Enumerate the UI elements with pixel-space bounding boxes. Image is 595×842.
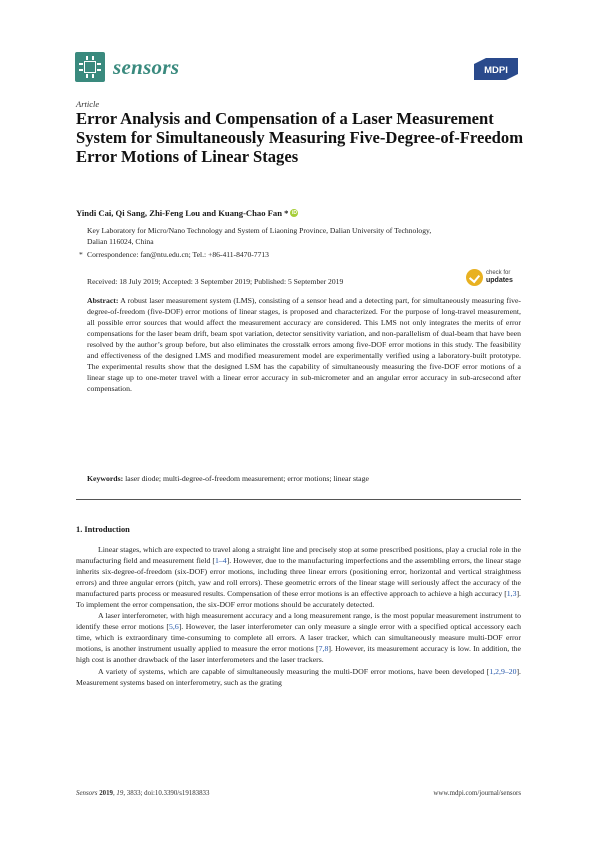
journal-logo[interactable]: [75, 52, 205, 82]
check-for-updates-button[interactable]: [466, 267, 522, 287]
citation-link[interactable]: 7,8: [318, 644, 329, 654]
introduction-body: [76, 544, 521, 688]
author-list: [76, 208, 298, 218]
keywords: [87, 474, 521, 483]
mdpi-logo[interactable]: [472, 58, 520, 80]
orcid-icon[interactable]: iD: [291, 210, 297, 216]
abstract: [87, 295, 521, 394]
correspondence-mark: *: [79, 250, 83, 259]
mdpi-logo-icon: [472, 58, 520, 80]
footer-journal: Sensors: [76, 790, 98, 797]
check-updates-line-2: updates: [486, 277, 513, 284]
citation-link[interactable]: 1,2,9–20: [489, 666, 517, 676]
p2-text-a: A laser interferometer, with high measurement accuracy and a long measurement range, is the most popular measurement instrument to identify these error motions [: [76, 611, 521, 632]
p3-text-b: ]. Measurement systems based on interferometry, such as the grating: [76, 666, 521, 687]
journal-url[interactable]: www.mdpi.com/journal/sensors: [433, 790, 521, 797]
paragraph-3: [76, 666, 521, 688]
footer-volume: 19: [116, 790, 124, 797]
section-heading: 1. Introduction: [76, 525, 130, 534]
p1-text-b: ]. However, due to the manufacturing imperfections and the assembling errors, the linear stage inherits six-degree-of-freedom (six-DOF) error motions, including three linear errors (positioning error, horizontal and vertical straightness errors) and three angular errors (pitch, yaw and roll errors). These geometric errors of the linear stage will seriously affect the accuracy of the manufactured parts process or measured results. Compensation of these error motions is an effective approach to achieve a high accuracy [: [76, 556, 521, 599]
p2-text-c: ]. However, its measurement accuracy is low. In addition, the high cost is another drawback of the laser interferometers and the laser trackers.: [76, 644, 521, 665]
article-title: Error Analysis and Compensation of a Laser Measurement System for Simultaneously Measuring Five-Degree-of-Freedom Error Motions of Linear Stages: [76, 109, 524, 166]
paragraph-2: [76, 610, 521, 665]
affiliation-line-2: Dalian 116024, China: [87, 237, 154, 246]
p2-text-b: ]. However, the laser interferometer can only measure a single error with a specified optical accessory each time, which is extraordinary time-consuming to complete all errors. A laser tracker, which can simultaneously measure multi-DOF error motions, is another instrument usually applied to measure the error motions [: [76, 622, 521, 654]
sensors-chip-icon: [75, 52, 105, 82]
authors-text: Yindi Cai, Qi Sang, Zhi-Feng Lou and Kuang-Chao Fan *: [76, 208, 289, 218]
check-updates-icon: [466, 269, 483, 286]
abstract-label: Abstract:: [87, 296, 119, 305]
article-type: Article: [76, 99, 100, 109]
publisher-name: MDPI: [484, 65, 508, 76]
publication-dates: Received: 18 July 2019; Accepted: 3 September 2019; Published: 5 September 2019: [87, 277, 344, 286]
footer-year: 2019: [99, 790, 113, 797]
keywords-text: laser diode; multi-degree-of-freedom measurement; error motions; linear stage: [125, 474, 369, 483]
affiliation-line-1: Key Laboratory for Micro/Nano Technology and System of Liaoning Province, Dalian University of Technology,: [87, 226, 432, 235]
journal-name: sensors: [113, 54, 180, 79]
citation-footer: Sensors 2019, 19, 3833; doi:10.3390/s19183833: [76, 790, 210, 797]
p1-text-c: ]. To implement the error compensation, the six-DOF error motions should be accurately detected.: [76, 589, 521, 610]
section-divider: [76, 499, 521, 500]
correspondence: [79, 249, 269, 260]
citation-link[interactable]: 1,3: [506, 589, 517, 599]
citation-link[interactable]: 5,6: [169, 622, 179, 632]
paragraph-1: [76, 544, 521, 610]
abstract-text: A robust laser measurement system (LMS), consisting of a sensor head and a detecting part, for simultaneously measuring five-degree-of-freedom (five-DOF) error motions of linear stages, is proposed and characterized. For the purpose of long-travel measurement, all possible error sources that would affect the measurement accuracy are considered. This LMS not only integrates the merits of error compensations for the laser beam drift, beam spot variation, detector sensitivity variation, and non-parallelism of dual-beam that have been resolved by the author’s group before, but also eliminates the crosstalk errors among five-DOF error motions in this study. The feasibility and effectiveness of the designed LMS and modified measurement model are experimentally verified using a laboratory-built prototype. The experimental results show that the designed LSM has the capability of simultaneously measuring the five-DOF error motions of a linear stage up to one-meter travel with a linear error accuracy in sub-micrometer and an angular error accuracy in sub-arcsecond after compensation.: [87, 296, 521, 394]
footer-doi: , 3833; doi:10.3390/s19183833: [123, 790, 210, 797]
p1-text-a: Linear stages, which are expected to travel along a straight line and precisely stop at some prescribed positions, play a crucial role in the manufacturing field and measurement field [: [76, 545, 521, 566]
p3-text-a: A variety of systems, which are capable of simultaneously measuring the multi-DOF error motions, have been developed [: [98, 666, 490, 676]
correspondence-text: Correspondence: fan@ntu.edu.cn; Tel.: +86-411-8470-7713: [87, 250, 269, 259]
keywords-label: Keywords:: [87, 474, 124, 483]
check-updates-line-1: check for: [486, 269, 511, 276]
citation-link[interactable]: 1–4: [214, 556, 227, 566]
